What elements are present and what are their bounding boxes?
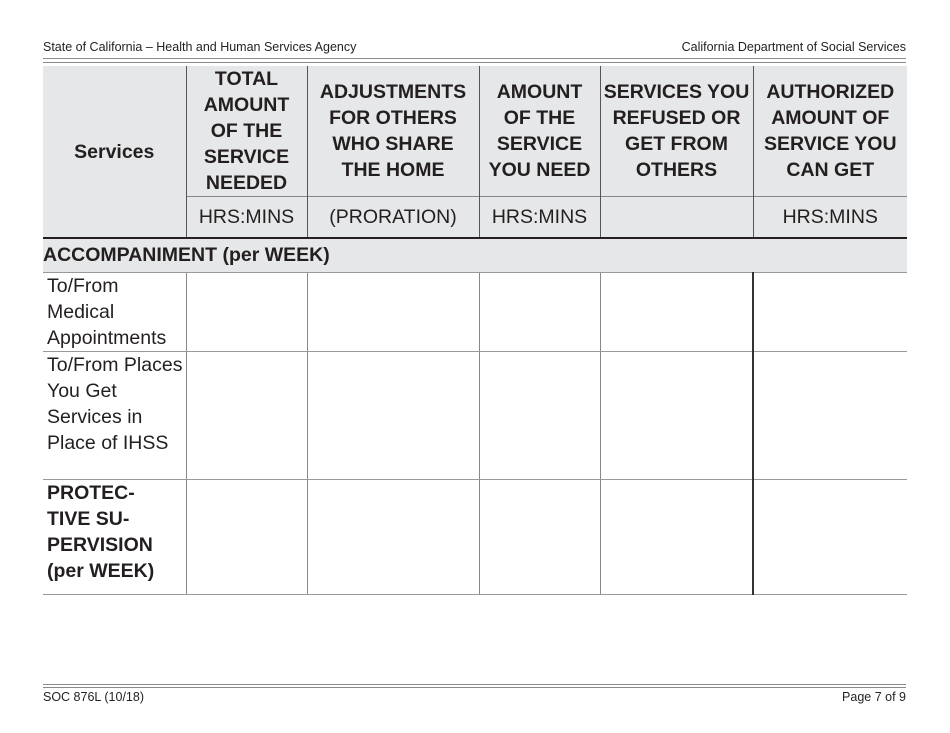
bottom-rule-double xyxy=(43,687,906,688)
service-label: To/From Medical Appointments xyxy=(43,273,186,352)
units-adjustments: (PRORATION) xyxy=(307,197,479,239)
total-amount-input[interactable] xyxy=(186,352,307,480)
column-header-adjustments: ADJUSTMENTS FOR OTHERS WHO SHARE THE HOME xyxy=(307,66,479,197)
adjustments-input[interactable] xyxy=(307,273,479,352)
service-label: To/From Places You Get Services in Place of IHSS xyxy=(43,352,186,480)
amount-you-need-input[interactable] xyxy=(479,273,600,352)
column-header-services: Services xyxy=(74,140,155,163)
units-total-amount: HRS:MINS xyxy=(186,197,307,239)
page-number: Page 7 of 9 xyxy=(842,690,906,704)
amount-you-need-input[interactable] xyxy=(479,352,600,480)
total-amount-input[interactable] xyxy=(186,480,307,595)
total-amount-input[interactable] xyxy=(186,273,307,352)
units-amount-you-need: HRS:MINS xyxy=(479,197,600,239)
authorized-amount-input[interactable] xyxy=(753,480,907,595)
column-header-services-refused: SERVICES YOU REFUSED OR GET FROM OTHERS xyxy=(600,66,753,197)
units-authorized-amount: HRS:MINS xyxy=(753,197,907,239)
column-header-amount-you-need: AMOUNT OF THE SERVICE YOU NEED xyxy=(479,66,600,197)
table-row xyxy=(43,480,907,595)
services-table xyxy=(43,66,907,595)
adjustments-input[interactable] xyxy=(307,352,479,480)
table-row xyxy=(43,352,907,480)
adjustments-input[interactable] xyxy=(307,480,479,595)
top-rule-double xyxy=(43,62,906,63)
department-header: California Department of Social Services xyxy=(681,40,906,54)
section-title: ACCOMPANIMENT (per WEEK) xyxy=(43,238,907,273)
column-header-row xyxy=(43,66,907,197)
table-row xyxy=(43,273,907,352)
authorized-amount-input[interactable] xyxy=(753,352,907,480)
service-label: PROTEC-TIVE SU-PERVISION (per WEEK) xyxy=(43,480,186,595)
section-row xyxy=(43,238,907,273)
bottom-rule xyxy=(43,684,906,685)
services-refused-input[interactable] xyxy=(600,352,753,480)
column-header-total-amount: TOTAL AMOUNT OF THE SERVICE NEEDED xyxy=(186,66,307,197)
top-rule xyxy=(43,58,906,59)
authorized-amount-input[interactable] xyxy=(753,273,907,352)
agency-header: State of California – Health and Human Services Agency xyxy=(43,40,357,54)
services-refused-input[interactable] xyxy=(600,273,753,352)
units-services-refused xyxy=(600,197,753,239)
column-header-authorized-amount: AUTHORIZED AMOUNT OF SERVICE YOU CAN GET xyxy=(753,66,907,197)
services-refused-input[interactable] xyxy=(600,480,753,595)
amount-you-need-input[interactable] xyxy=(479,480,600,595)
form-id: SOC 876L (10/18) xyxy=(43,690,144,704)
